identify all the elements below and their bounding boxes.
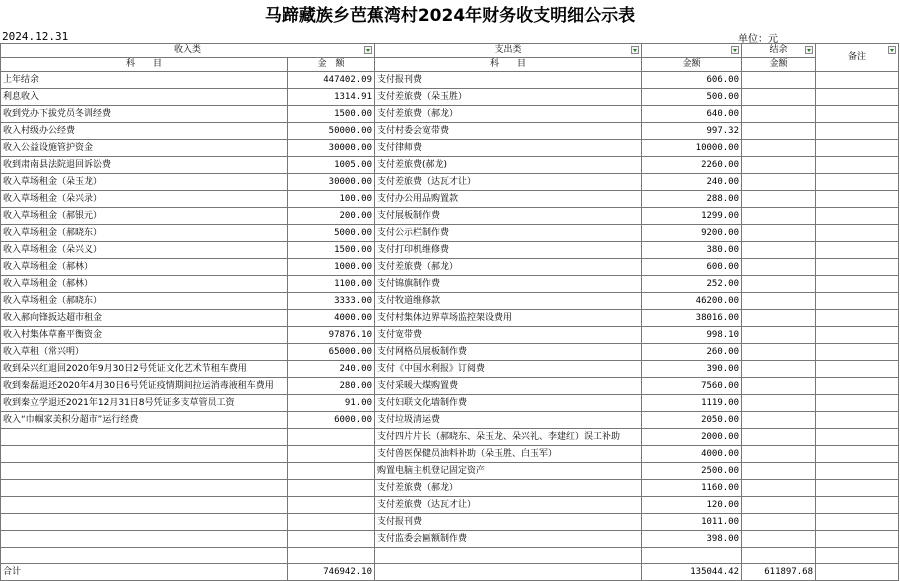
income-subject-cell: 收入“巾帼家美积分超市”运行经费: [1, 412, 288, 429]
expense-amount-cell: 2000.00: [642, 429, 742, 446]
table-row: [1, 361, 899, 378]
table-row: [1, 72, 899, 89]
expense-subject-cell: 支付村集体边界草场监控架设费用: [375, 310, 642, 327]
balance-cell: [742, 259, 816, 276]
report-date: 2024.12.31: [2, 30, 69, 43]
remark-header-label: 备注: [848, 52, 867, 62]
income-subject-cell: 收到肃南县法院退回诉讼费: [1, 157, 288, 174]
income-subject-cell: 收入草场租金（朵兴录）: [1, 191, 288, 208]
income-subject-cell: [1, 514, 288, 531]
remark-cell: [816, 123, 899, 140]
filter-dropdown-icon[interactable]: [731, 46, 739, 54]
expense-amount-cell: 500.00: [642, 89, 742, 106]
expense-header-extra[interactable]: [642, 44, 742, 58]
remark-cell: [816, 140, 899, 157]
income-amount-cell: 1314.91: [288, 89, 375, 106]
balance-cell: [742, 344, 816, 361]
expense-subject-cell: 支付村委会宽带费: [375, 123, 642, 140]
remark-cell: [816, 480, 899, 497]
balance-cell: [742, 174, 816, 191]
expense-amount-cell: 240.00: [642, 174, 742, 191]
expense-amount-cell: 120.00: [642, 497, 742, 514]
expense-amount-cell: 46200.00: [642, 293, 742, 310]
expense-subject-cell: 支付差旅费（郝龙）: [375, 106, 642, 123]
income-subject-cell: 收入草租（常兴明）: [1, 344, 288, 361]
table-row: [1, 140, 899, 157]
filter-dropdown-icon[interactable]: [805, 46, 813, 54]
balance-header[interactable]: [742, 44, 816, 58]
income-subject-cell: [1, 429, 288, 446]
income-subject-header: 科 目: [1, 58, 288, 72]
expense-amount-cell: 2050.00: [642, 412, 742, 429]
expense-amount-header: 金额: [642, 58, 742, 72]
header-row-categories: [1, 44, 899, 58]
income-amount-cell: 30000.00: [288, 140, 375, 157]
income-amount-cell: 3333.00: [288, 293, 375, 310]
expense-amount-cell: 9200.00: [642, 225, 742, 242]
remark-cell: [816, 531, 899, 548]
income-amount-cell: 5000.00: [288, 225, 375, 242]
expense-subject-cell: 支付差旅费（达瓦才让）: [375, 174, 642, 191]
table-row: [1, 497, 899, 514]
expense-subject-cell: 支付打印机维修费: [375, 242, 642, 259]
expense-amount-cell: 2500.00: [642, 463, 742, 480]
table-row: [1, 106, 899, 123]
income-amount-cell: 200.00: [288, 208, 375, 225]
income-subject-cell: 收到秦立学退还2021年12月31日8号凭证多支草管员工资: [1, 395, 288, 412]
expense-subject-cell: 支付展板制作费: [375, 208, 642, 225]
income-subject-cell: 收入草场租金（郝林）: [1, 276, 288, 293]
expense-subject-cell: 支付报刊费: [375, 72, 642, 89]
income-amount-header: 金 额: [288, 58, 375, 72]
expense-subject-cell: [375, 548, 642, 564]
table-row: [1, 259, 899, 276]
income-subject-cell: 利息收入: [1, 89, 288, 106]
income-subject-cell: 收到党办下拔党员冬训经费: [1, 106, 288, 123]
remark-cell: [816, 225, 899, 242]
total-row: [1, 564, 899, 581]
income-subject-cell: 上年结余: [1, 72, 288, 89]
balance-header-label: 结余: [769, 45, 788, 55]
expense-subject-cell: 支付公示栏制作费: [375, 225, 642, 242]
expense-amount-cell: 288.00: [642, 191, 742, 208]
balance-cell: [742, 208, 816, 225]
balance-cell: [742, 276, 816, 293]
remark-cell: [816, 327, 899, 344]
balance-cell: [742, 548, 816, 564]
income-header-label: 收入类: [174, 45, 202, 55]
table-row: [1, 191, 899, 208]
expense-subject-cell: 支付差旅费（达瓦才让）: [375, 497, 642, 514]
table-row: [1, 463, 899, 480]
table-row: [1, 548, 899, 564]
table-row: [1, 276, 899, 293]
table-row: [1, 157, 899, 174]
income-subject-cell: 收入草场租金（朵兴义）: [1, 242, 288, 259]
remark-cell: [816, 446, 899, 463]
expense-subject-cell: 支付报刊费: [375, 514, 642, 531]
expense-subject-cell: 支付监委会匾额制作费: [375, 531, 642, 548]
income-amount-cell: 97876.10: [288, 327, 375, 344]
table-row: [1, 208, 899, 225]
income-subject-cell: 收入草场租金（朵玉龙）: [1, 174, 288, 191]
unit-label: 单位：元: [738, 34, 778, 45]
table-row: [1, 344, 899, 361]
balance-cell: [742, 89, 816, 106]
remark-cell: [816, 548, 899, 564]
expense-subject-cell: 支付兽医保健员油料补助（朵玉胜、白玉军）: [375, 446, 642, 463]
balance-cell: [742, 140, 816, 157]
balance-cell: [742, 446, 816, 463]
expense-amount-cell: 4000.00: [642, 446, 742, 463]
balance-cell: [742, 429, 816, 446]
table-row: [1, 395, 899, 412]
expense-subject-cell: 支付差旅费(郝龙): [375, 157, 642, 174]
expense-subject-cell: 支付办公用品购置款: [375, 191, 642, 208]
expense-subject-cell: 支付网格员展板制作费: [375, 344, 642, 361]
income-subject-cell: 收入草场租金（郝银元）: [1, 208, 288, 225]
table-row: [1, 123, 899, 140]
expense-amount-cell: 260.00: [642, 344, 742, 361]
income-amount-cell: 100.00: [288, 191, 375, 208]
expense-subject-cell: 支付妇联文化墙制作费: [375, 395, 642, 412]
total-remark: [816, 564, 899, 581]
income-amount-cell: [288, 497, 375, 514]
income-subject-cell: [1, 531, 288, 548]
income-subject-cell: 收入草场租金（郝林）: [1, 259, 288, 276]
expense-amount-cell: 252.00: [642, 276, 742, 293]
income-amount-cell: 1100.00: [288, 276, 375, 293]
total-label: 合计: [1, 564, 288, 581]
table-row: [1, 531, 899, 548]
balance-cell: [742, 106, 816, 123]
remark-header[interactable]: [816, 44, 899, 72]
balance-cell: [742, 497, 816, 514]
income-amount-cell: 1500.00: [288, 106, 375, 123]
expense-subject-cell: 支付锦旗制作费: [375, 276, 642, 293]
income-subject-cell: 收入公益设施管护资金: [1, 140, 288, 157]
remark-cell: [816, 259, 899, 276]
expense-subject-cell: 支付《中国水利报》订阅费: [375, 361, 642, 378]
expense-subject-cell: 购置电脑主机登记固定资产: [375, 463, 642, 480]
balance-cell: [742, 123, 816, 140]
expense-subject-cell: 支付差旅费（郝龙）: [375, 259, 642, 276]
expense-subject-cell: 支付宽带费: [375, 327, 642, 344]
income-amount-cell: 240.00: [288, 361, 375, 378]
income-amount-cell: [288, 480, 375, 497]
income-subject-cell: 收入草场租金（郝晓东）: [1, 293, 288, 310]
income-subject-cell: 收入村级办公经费: [1, 123, 288, 140]
filter-dropdown-icon[interactable]: [631, 46, 639, 54]
expense-amount-cell: 7560.00: [642, 378, 742, 395]
income-amount-cell: 30000.00: [288, 174, 375, 191]
remark-cell: [816, 174, 899, 191]
expense-amount-cell: 2260.00: [642, 157, 742, 174]
income-amount-cell: 4000.00: [288, 310, 375, 327]
table-row: [1, 429, 899, 446]
expense-subject-cell: 支付垃圾清运费: [375, 412, 642, 429]
remark-cell: [816, 89, 899, 106]
expense-subject-cell: 支付差旅费（郝龙）: [375, 480, 642, 497]
income-subject-cell: 收入村集体草畜平衡资金: [1, 327, 288, 344]
expense-subject-cell: 支付牧道维修款: [375, 293, 642, 310]
balance-cell: [742, 480, 816, 497]
expense-header-label: 支出类: [494, 45, 522, 55]
income-amount-cell: [288, 446, 375, 463]
income-subject-cell: [1, 548, 288, 564]
remark-cell: [816, 497, 899, 514]
expense-amount-cell: [642, 548, 742, 564]
remark-cell: [816, 361, 899, 378]
income-amount-cell: 447402.09: [288, 72, 375, 89]
expense-amount-cell: 997.32: [642, 123, 742, 140]
balance-cell: [742, 191, 816, 208]
remark-cell: [816, 378, 899, 395]
balance-cell: [742, 157, 816, 174]
table-body: [1, 72, 899, 564]
filter-dropdown-icon[interactable]: [364, 46, 372, 54]
total-balance: 611897.68: [742, 564, 816, 581]
income-subject-cell: [1, 480, 288, 497]
expense-amount-cell: 398.00: [642, 531, 742, 548]
remark-cell: [816, 157, 899, 174]
expense-amount-cell: 380.00: [642, 242, 742, 259]
income-subject-cell: 收入郝向锋扳达超市租金: [1, 310, 288, 327]
remark-cell: [816, 429, 899, 446]
table-row: [1, 378, 899, 395]
expense-amount-cell: 1299.00: [642, 208, 742, 225]
remark-cell: [816, 412, 899, 429]
table-row: [1, 446, 899, 463]
expense-subject-header: 科 目: [375, 58, 642, 72]
income-amount-cell: 1005.00: [288, 157, 375, 174]
table-row: [1, 310, 899, 327]
remark-cell: [816, 395, 899, 412]
income-amount-cell: [288, 548, 375, 564]
balance-cell: [742, 531, 816, 548]
finance-table: [0, 43, 899, 581]
income-subject-cell: 收到秦磊退还2020年4月30日6号凭证疫情期间拉运消毒液租车费用: [1, 378, 288, 395]
table-row: [1, 225, 899, 242]
expense-subject-cell: 支付差旅费（朵玉胜）: [375, 89, 642, 106]
expense-header[interactable]: [375, 44, 642, 58]
balance-cell: [742, 514, 816, 531]
expense-amount-cell: 10000.00: [642, 140, 742, 157]
expense-amount-cell: 38016.00: [642, 310, 742, 327]
expense-amount-cell: 1160.00: [642, 480, 742, 497]
balance-cell: [742, 310, 816, 327]
balance-cell: [742, 378, 816, 395]
expense-amount-cell: 390.00: [642, 361, 742, 378]
total-expense: 135044.42: [642, 564, 742, 581]
income-amount-cell: 1000.00: [288, 259, 375, 276]
balance-amount-header: 金额: [742, 58, 816, 72]
income-subject-cell: [1, 446, 288, 463]
table-row: [1, 293, 899, 310]
remark-cell: [816, 463, 899, 480]
income-amount-cell: 65000.00: [288, 344, 375, 361]
income-amount-cell: 91.00: [288, 395, 375, 412]
income-header[interactable]: [1, 44, 375, 58]
table-row: [1, 480, 899, 497]
balance-cell: [742, 225, 816, 242]
total-income: 746942.10: [288, 564, 375, 581]
remark-cell: [816, 276, 899, 293]
income-amount-cell: 1500.00: [288, 242, 375, 259]
balance-cell: [742, 327, 816, 344]
expense-amount-cell: 606.00: [642, 72, 742, 89]
income-amount-cell: [288, 463, 375, 480]
total-blank: [375, 564, 642, 581]
remark-cell: [816, 242, 899, 259]
remark-cell: [816, 514, 899, 531]
remark-cell: [816, 208, 899, 225]
table-row: [1, 89, 899, 106]
expense-amount-cell: 1119.00: [642, 395, 742, 412]
table-row: [1, 327, 899, 344]
income-amount-cell: 50000.00: [288, 123, 375, 140]
balance-cell: [742, 361, 816, 378]
table-row: [1, 242, 899, 259]
expense-amount-cell: 1011.00: [642, 514, 742, 531]
income-subject-cell: 收入草场租金（郝晓东）: [1, 225, 288, 242]
expense-amount-cell: 600.00: [642, 259, 742, 276]
balance-cell: [742, 412, 816, 429]
balance-cell: [742, 72, 816, 89]
expense-subject-cell: 支付采暖大煤购置费: [375, 378, 642, 395]
expense-subject-cell: 支付律师费: [375, 140, 642, 157]
filter-dropdown-icon[interactable]: [888, 46, 896, 54]
balance-cell: [742, 463, 816, 480]
income-amount-cell: [288, 429, 375, 446]
income-subject-cell: [1, 463, 288, 480]
table-row: [1, 174, 899, 191]
balance-cell: [742, 395, 816, 412]
expense-amount-cell: 640.00: [642, 106, 742, 123]
remark-cell: [816, 106, 899, 123]
remark-cell: [816, 293, 899, 310]
balance-cell: [742, 242, 816, 259]
header-row-fields: [1, 58, 899, 72]
remark-cell: [816, 191, 899, 208]
table-row: [1, 514, 899, 531]
income-subject-cell: 收到朵兴红退回2020年9月30日2号凭证文化艺术节租车费用: [1, 361, 288, 378]
expense-subject-cell: 支付四片片长（郝晓东、朵玉龙、朵兴礼、李建红）误工补助: [375, 429, 642, 446]
expense-amount-cell: 998.10: [642, 327, 742, 344]
income-amount-cell: [288, 531, 375, 548]
balance-cell: [742, 293, 816, 310]
page-title: 马蹄藏族乡芭蕉湾村2024年财务收支明细公示表: [264, 6, 636, 26]
remark-cell: [816, 344, 899, 361]
remark-cell: [816, 72, 899, 89]
income-subject-cell: [1, 497, 288, 514]
income-amount-cell: 6000.00: [288, 412, 375, 429]
income-amount-cell: [288, 514, 375, 531]
remark-cell: [816, 310, 899, 327]
table-row: [1, 412, 899, 429]
income-amount-cell: 280.00: [288, 378, 375, 395]
